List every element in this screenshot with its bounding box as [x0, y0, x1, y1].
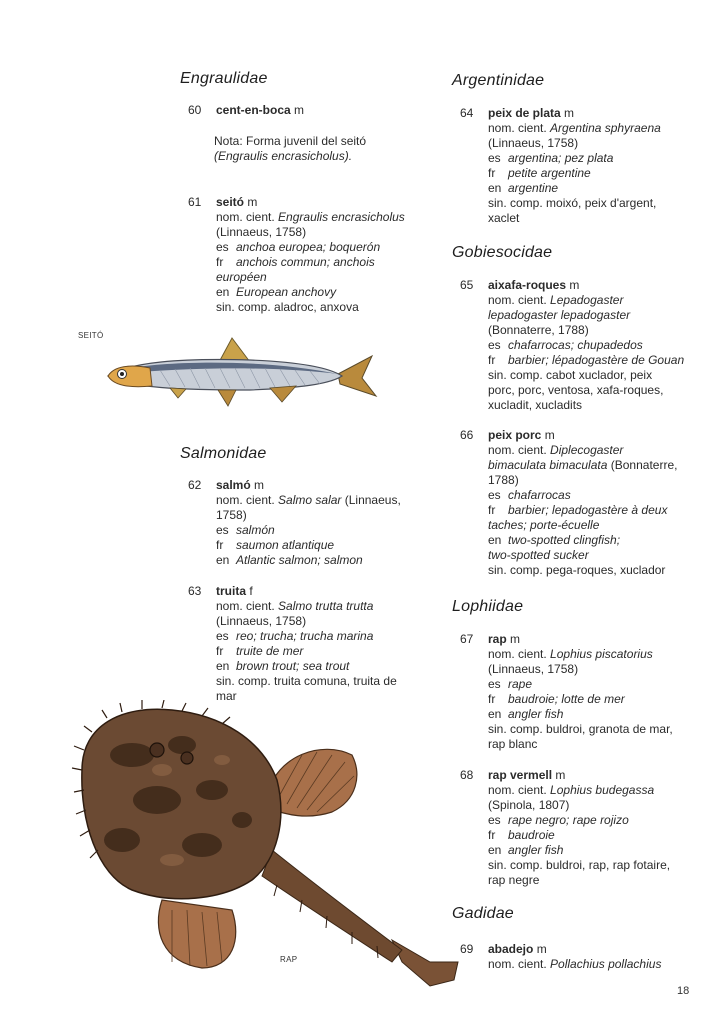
anchovy-illustration — [100, 330, 385, 415]
entry-64: 64 peix de plata m nom. cient. Argentina sphyraena (Linnaeus, 1758) es argentina; pez plata fr petite argentine en argentine sin. comp. moixó, peix d'argent, xaclet — [460, 106, 661, 225]
caption-seito: SEITÓ — [78, 331, 104, 340]
entry-62: 62 salmó m nom. cient. Salmo salar (Linnaeus, 1758) es salmón fr saumon atlantique en Atlantic salmon; salmon — [188, 478, 401, 567]
caption-rap: RAP — [280, 955, 298, 964]
entry-gender: m — [294, 103, 305, 117]
monkfish-illustration — [62, 700, 462, 995]
entry-69: 69 abadejo m nom. cient. Pollachius pollachius — [460, 942, 662, 971]
page-number: 18 — [677, 985, 690, 997]
entry-60 — [188, 103, 438, 118]
family-heading-lophiidae: Lophiidae — [452, 598, 524, 615]
entry-67: 67 rap m nom. cient. Lophius piscatorius (Linnaeus, 1758) es rape fr baudroie; lotte de mer en angler fish sin. comp. buldroi, granota de mar, rap blanc — [460, 632, 673, 751]
family-heading-gobiesocidae: Gobiesocidae — [452, 244, 553, 261]
family-heading-salmonidae: Salmonidae — [180, 445, 267, 462]
family-heading-gadidae: Gadidae — [452, 905, 514, 922]
entry-68: 68 rap vermell m nom. cient. Lophius budegassa (Spinola, 1807) es rape negro; rape rojizo fr baudroie en angler fish sin. comp. buldroi, rap, rap fotaire, rap negre — [460, 768, 671, 887]
entry-headword: cent-en-boca — [216, 103, 291, 117]
entry-65: 65 aixafa-roques m nom. cient. Lepadogaster lepadogaster lepadogaster (Bonnaterre, 1788) es chafarrocas; chupadedos fr barbier; lépadogastère de Gouan sin. comp. cabot xuclador, peix porc, porc, ventosa, xafa-roques, xucladit, xucladits — [460, 278, 685, 412]
entry-number: 60 — [188, 103, 202, 117]
entry-66: 66 peix porc m nom. cient. Diplecogaster bimaculata bimaculata (Bonnaterre, 1788) es chafarrocas fr barbier; lepadogastère à deux taches; porte-écuelle en two-spotted clingfish; two-spotted sucker sin. comp. pega-roques, xuclador — [460, 428, 678, 577]
entry-63: 63 truita f nom. cient. Salmo trutta trutta (Linnaeus, 1758) es reo; trucha; trucha marina fr truite de mer en brown trout; sea trout sin. comp. truita comuna, truita de mar — [188, 584, 397, 703]
entry-61: 61 seitó m nom. cient. Engraulis encrasicholus (Linnaeus, 1758) es anchoa europea; boquerón fr anchois commun; anchois européen en European anchovy sin. comp. aladroc, anxova — [188, 195, 405, 314]
entry-60-note: Nota: Forma juvenil del seitó (Engraulis encrasicholus). — [214, 134, 367, 163]
family-heading-engraulidae: Engraulidae — [180, 70, 268, 87]
family-heading-argentinidae: Argentinidae — [452, 72, 545, 89]
